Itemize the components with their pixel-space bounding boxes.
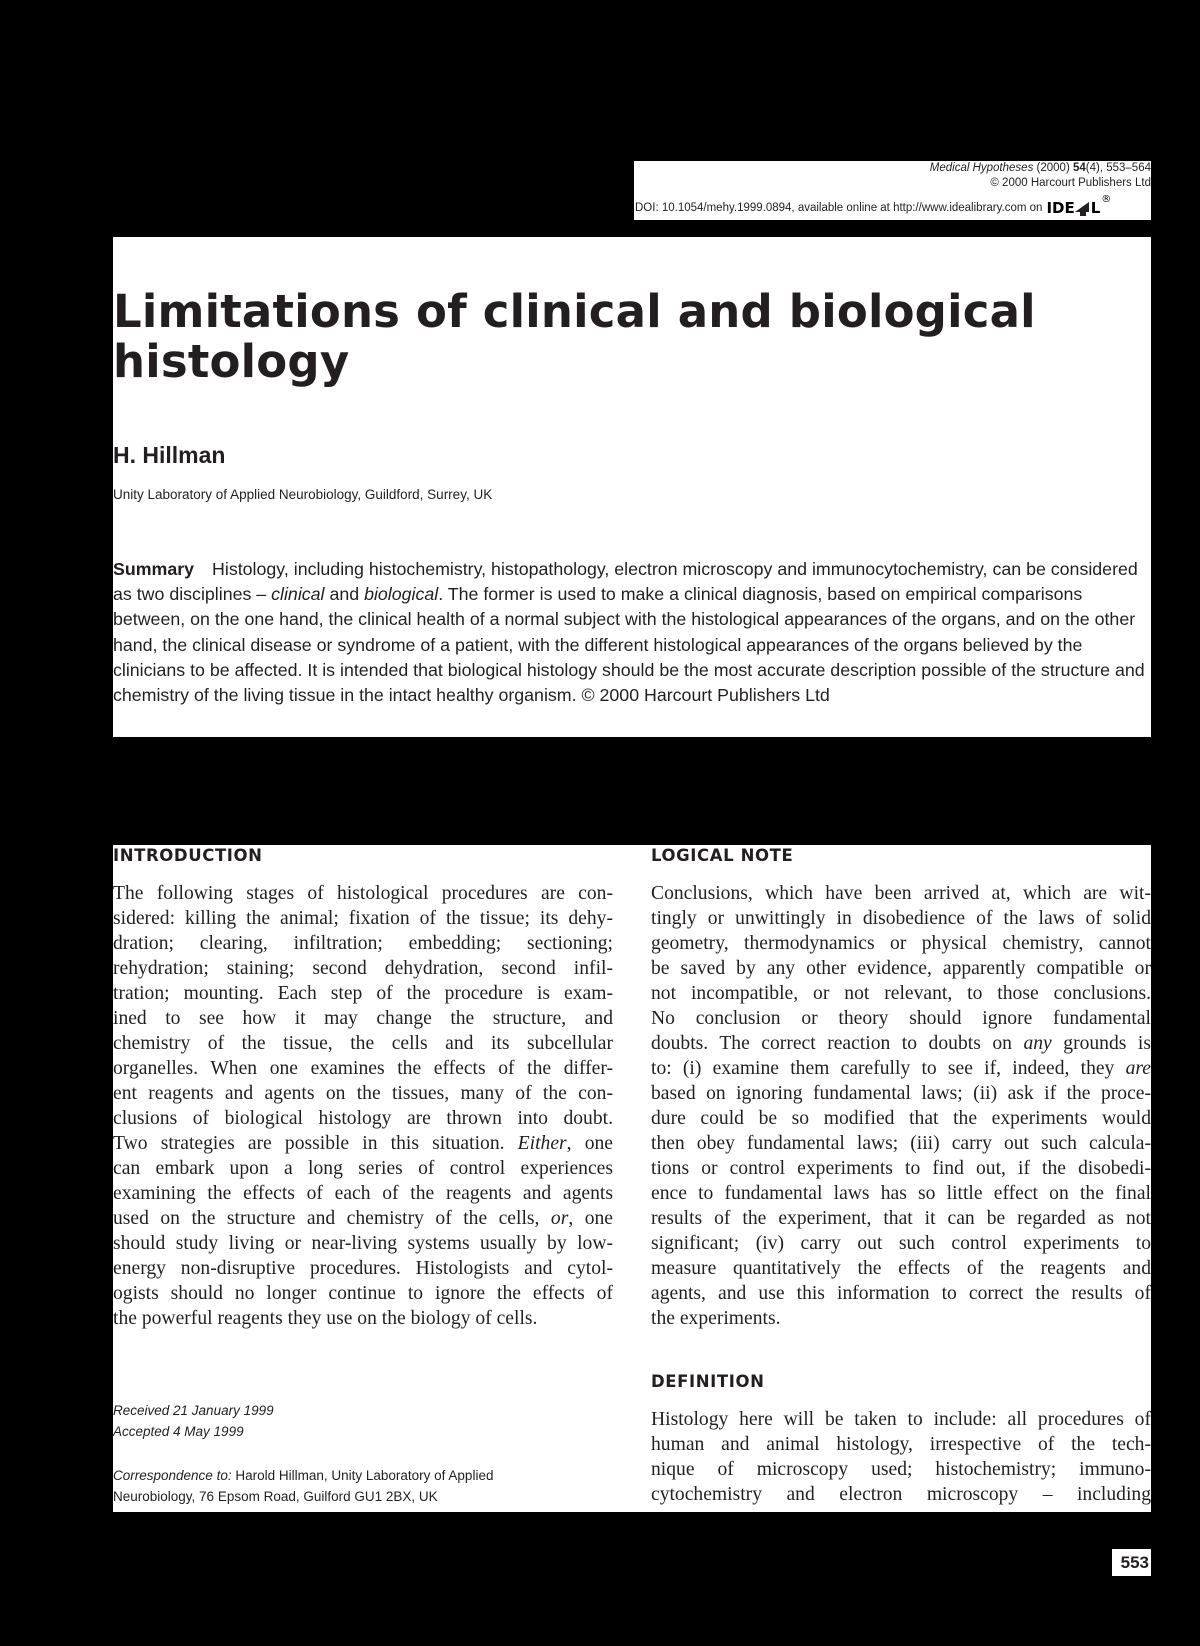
- summary-text: be considered as two disciplines –: [113, 559, 1138, 605]
- text-line: results of the experiment, that it can be regarded as not: [651, 1208, 1151, 1229]
- body-block: [113, 845, 1151, 1512]
- summary-italic: biological: [364, 584, 439, 605]
- text-line: nique of microscopy used; histochemistry; immuno-: [651, 1459, 1151, 1480]
- text-line: [113, 1206, 613, 1231]
- text-line: energy non-disruptive procedures. Histologists and cytol-: [113, 1258, 613, 1279]
- summary-abstract: [113, 557, 1153, 708]
- text-line: ent reagents and agents on the tissues, many of the con-: [113, 1083, 613, 1104]
- text-italic: any: [1023, 1033, 1052, 1054]
- text-line: tions or control experiments to find out, if the disobedi-: [651, 1158, 1151, 1179]
- heading-logical-note: LOGICAL NOTE: [651, 846, 794, 865]
- text-line: can embark upon a long series of control experiences: [113, 1158, 613, 1179]
- text-line: examining the effects of each of the reagents and agents: [113, 1183, 613, 1204]
- summary-label: Summary: [113, 559, 195, 579]
- accepted-date: Accepted 4 May 1999: [113, 1424, 244, 1439]
- text-line: be saved by any other evidence, apparently compatible or: [651, 958, 1151, 979]
- text-line: chemistry of the tissue, the cells and its subcellular: [113, 1033, 613, 1054]
- text-line: [651, 1056, 1151, 1081]
- text-run: doubts. The correct reaction to doubts on: [651, 1033, 1024, 1054]
- text-italic: are: [1125, 1058, 1151, 1079]
- right-column: [651, 845, 1151, 1507]
- text-line: measure quantitatively the effects of the reagents and: [651, 1258, 1151, 1279]
- text-run: Two strategies are possible in this situation.: [113, 1133, 518, 1154]
- text-line: agents, and use this information to correct the results of: [651, 1283, 1151, 1304]
- text-line: clusions of biological histology are thrown into doubt.: [113, 1108, 613, 1129]
- text-italic: or: [550, 1208, 569, 1229]
- correspondence-label: Correspondence to:: [113, 1468, 232, 1483]
- heading-definition: DEFINITION: [651, 1372, 765, 1391]
- text-line: dration; clearing, infiltration; embedding; sectioning;: [113, 933, 613, 954]
- text-line: cytochemistry and electron microscopy – including: [651, 1484, 1151, 1505]
- text-line: [113, 1131, 613, 1156]
- logo-text-right: L: [1090, 199, 1101, 217]
- journal-copyright: © 2000 Harcourt Publishers Ltd: [990, 177, 1151, 189]
- text-line: the powerful reagents they use on the biology of cells.: [113, 1308, 538, 1329]
- text-line: not incompatible, or not relevant, to those conclusions.: [651, 983, 1151, 1004]
- journal-header: [634, 161, 1151, 220]
- summary-italic: clinical: [271, 584, 325, 605]
- text-run: , one: [568, 1208, 613, 1229]
- author-name: H. Hillman: [113, 442, 226, 468]
- text-line: ogists should no longer continue to ignore the effects of: [113, 1283, 613, 1304]
- title-line-1: Limitations of clinical and biological: [113, 285, 1036, 338]
- text-line: sidered: killing the animal; fixation of the tissue; its dehy-: [113, 908, 613, 929]
- summary-text: appearances of the organs, and on the other hand, the clinical disease or syndrome of a patient, with the different: [113, 609, 1136, 655]
- summary-text: should be the most accurate description possible of the structure and chemistry of the living tissue in the intact healthy: [113, 659, 1145, 706]
- title-block: [113, 237, 1151, 737]
- text-line: Histology here will be taken to include: all procedures of: [651, 1409, 1151, 1430]
- received-accepted-dates: [113, 1400, 274, 1442]
- summary-text: empirical comparisons between, on the one hand, the clinical health of a normal subject with the histological: [113, 584, 1083, 630]
- correspondence-text: Harold Hillman, Unity Laboratory of Applied: [231, 1468, 494, 1483]
- title-line-2: histology: [113, 335, 350, 388]
- text-line: should study living or near-living systems usually by low-: [113, 1233, 613, 1254]
- text-run: grounds is: [1051, 1033, 1151, 1054]
- definition-paragraph: [651, 1407, 1151, 1507]
- summary-text: . The former is used to make a clinical diagnosis, based on: [438, 584, 901, 605]
- text-line: rehydration; staining; second dehydration, second infil-: [113, 958, 613, 979]
- correspondence-note: [113, 1465, 493, 1507]
- text-line: ined to see how it may change the structure, and: [113, 1008, 613, 1029]
- text-line: No conclusion or theory should ignore fundamental: [651, 1008, 1151, 1029]
- text-run: to: (i) examine them carefully to see if, indeed, they: [651, 1058, 1126, 1079]
- text-line: geometry, thermodynamics or physical chemistry, cannot: [651, 933, 1151, 954]
- ideal-arrow-icon: [1075, 198, 1091, 216]
- text-line: then obey fundamental laws; (iii) carry out such calcula-: [651, 1133, 1151, 1154]
- page-number: 553: [1112, 1549, 1151, 1576]
- text-run: , one: [566, 1133, 613, 1154]
- volume: 54: [1072, 162, 1086, 174]
- article-title: [113, 287, 1143, 387]
- text-line: dure could be so modified that the experiments would: [651, 1108, 1151, 1129]
- text-line: Conclusions, which have been arrived at, which are wit-: [651, 883, 1151, 904]
- text-line: The following stages of histological procedures are con-: [113, 883, 613, 904]
- heading-introduction: INTRODUCTION: [113, 846, 263, 865]
- journal-name: Medical Hypotheses: [929, 162, 1034, 174]
- author-affiliation: Unity Laboratory of Applied Neurobiology, Guildford, Surrey, UK: [113, 487, 493, 502]
- summary-text: organism. © 2000 Harcourt Publishers Ltd: [498, 685, 830, 706]
- text-line: organelles. When one examines the effects of the differ-: [113, 1058, 613, 1079]
- ideal-logo: [1046, 194, 1112, 217]
- logo-text-left: IDE: [1046, 199, 1075, 217]
- summary-text: histological appearances of the organs believed by the clinicians to be affected. It is intended that biological histology: [113, 634, 1083, 680]
- doi-text: DOI: 10.1054/mehy.1999.0894, available online at http://www.idealibrary.com on: [635, 202, 1043, 214]
- received-date: Received 21 January 1999: [113, 1403, 274, 1418]
- journal-citation: [634, 161, 1151, 176]
- text-line: tingly or unwittingly in disobedience of the laws of solid: [651, 908, 1151, 929]
- issue-pages: (4), 553–564: [1085, 162, 1151, 174]
- text-line: tration; mounting. Each step of the procedure is exam-: [113, 983, 613, 1004]
- text-line: significant; (iv) carry out such control experiments to: [651, 1233, 1151, 1254]
- introduction-paragraph: [113, 881, 613, 1331]
- logical-note-paragraph: [651, 881, 1151, 1331]
- text-run: used on the structure and chemistry of the cells,: [113, 1208, 551, 1229]
- text-line: ence to fundamental laws has so little effect on the final: [651, 1183, 1151, 1204]
- citation-year: (2000): [1036, 162, 1070, 174]
- text-italic: Either: [517, 1133, 567, 1154]
- correspondence-text: Neurobiology, 76 Epsom Road, Guilford GU1 2BX, UK: [113, 1489, 438, 1504]
- left-column: [113, 845, 613, 1504]
- text-line: human and animal histology, irrespective of the tech-: [651, 1434, 1151, 1455]
- summary-text: and: [324, 584, 365, 605]
- text-line: [651, 1031, 1151, 1056]
- text-line: based on ignoring fundamental laws; (ii) ask if the proce-: [651, 1083, 1151, 1104]
- doi-line: [635, 194, 1149, 217]
- registered-mark: ®: [1101, 194, 1112, 205]
- text-line: the experiments.: [651, 1308, 781, 1329]
- summary-text: Histology, including histochemistry, histopathology, electron microscopy and immunocytochemistry, can: [212, 559, 1022, 579]
